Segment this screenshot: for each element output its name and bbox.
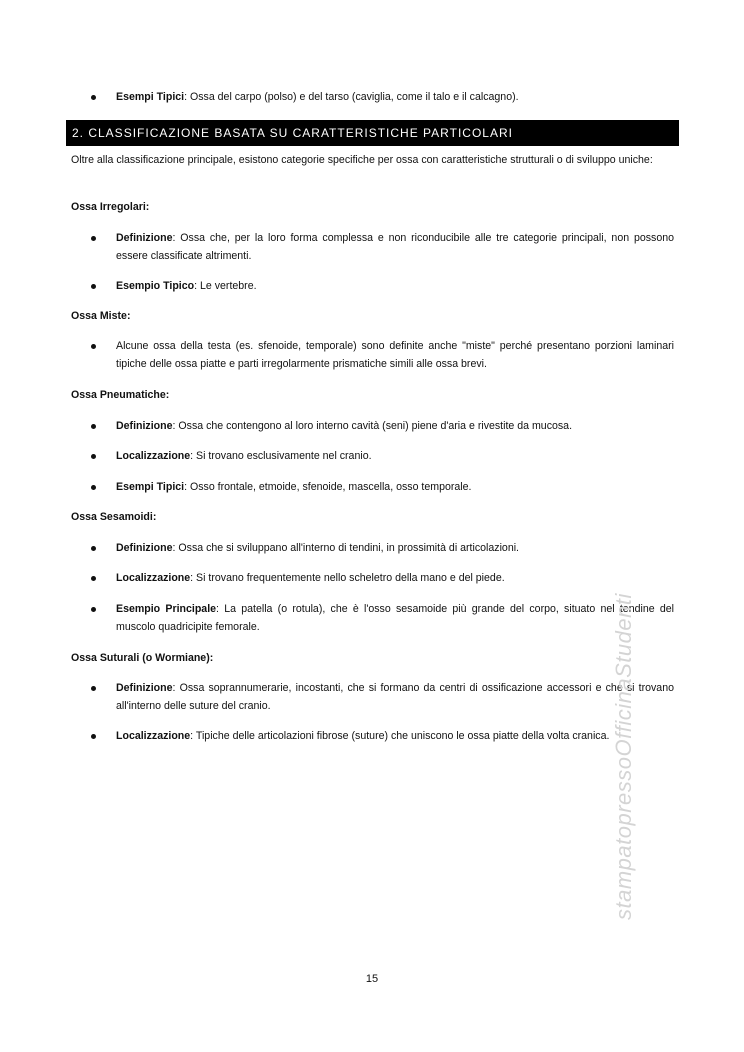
item-text: : La patella (o rotula), che è l'osso sesamoide più grande del corpo, situato nel tendine del muscolo quadricipite femorale. <box>116 603 674 633</box>
section-heading <box>66 120 679 146</box>
subheading-pneumatiche: Ossa Pneumatiche: <box>71 389 170 401</box>
bullet-icon <box>91 284 96 289</box>
list-item <box>92 88 674 106</box>
bullet-icon <box>91 607 96 612</box>
item-text: : Tipiche delle articolazioni fibrose (suture) che uniscono le ossa piatte della volta cranica. <box>190 730 610 742</box>
term: Localizzazione <box>116 572 191 584</box>
term: Definizione <box>116 232 173 244</box>
term: Definizione <box>116 682 173 694</box>
term: Esempio Principale <box>116 603 217 615</box>
list-item <box>92 600 674 636</box>
term: Esempio Tipico <box>116 280 195 292</box>
bullet-icon <box>91 734 96 739</box>
item-text: : Ossa che, per la loro forma complessa e non riconducibile alle tre categorie principali, non possono essere classificate altrimenti. <box>116 232 674 262</box>
bullet-icon <box>91 236 96 241</box>
bullet-icon <box>91 576 96 581</box>
list-item <box>92 229 674 265</box>
bullet-icon <box>91 344 96 349</box>
list-item <box>92 417 674 435</box>
subheading-irregolari: Ossa Irregolari: <box>71 201 150 213</box>
subheading-suturali: Ossa Suturali (o Wormiane): <box>71 652 214 664</box>
item-text: : Ossa che contengono al loro interno cavità (seni) piene d'aria e rivestite da mucosa. <box>172 420 573 432</box>
list-item <box>92 478 674 496</box>
item-text: : Le vertebre. <box>194 280 257 292</box>
item-text: Alcune ossa della testa (es. sfenoide, temporale) sono definite anche "miste" perché presentano porzioni laminari tipiche delle ossa piatte e parti irregolarmente prismatiche simili alle ossa brevi. <box>116 340 674 370</box>
watermark: stampatopressoOfficinaStudenti <box>611 593 636 920</box>
subheading-sesamoidi: Ossa Sesamoidi: <box>71 511 157 523</box>
bullet-icon <box>91 95 96 100</box>
list-item <box>92 727 674 745</box>
term: Localizzazione <box>116 450 191 462</box>
term: Esempi Tipici <box>116 481 185 493</box>
term: Definizione <box>116 542 173 554</box>
item-text: : Ossa soprannumerarie, incostanti, che si formano da centri di ossificazione accessori e che si trovano all'interno delle suture del cranio. <box>116 682 674 712</box>
bullet-icon <box>91 424 96 429</box>
item-text: : Si trovano esclusivamente nel cranio. <box>190 450 372 462</box>
bullet-icon <box>91 686 96 691</box>
list-item <box>92 447 674 465</box>
item-text: : Si trovano frequentemente nello scheletro della mano e del piede. <box>190 572 505 584</box>
bullet-icon <box>91 485 96 490</box>
item-text: : Osso frontale, etmoide, sfenoide, mascella, osso temporale. <box>184 481 472 493</box>
bullet-icon <box>91 546 96 551</box>
term: Esempi Tipici <box>116 91 185 103</box>
item-text: : Ossa del carpo (polso) e del tarso (caviglia, come il talo e il calcagno). <box>184 91 519 103</box>
page-number: 15 <box>365 973 379 985</box>
list-item <box>92 277 674 295</box>
section-heading-text: 2. CLASSIFICAZIONE BASATA SU CARATTERISTICHE PARTICOLARI <box>72 126 513 140</box>
bullet-icon <box>91 454 96 459</box>
list-item <box>92 539 674 557</box>
list-item <box>92 337 674 373</box>
term: Definizione <box>116 420 173 432</box>
item-text: : Ossa che si sviluppano all'interno di tendini, in prossimità di articolazioni. <box>172 542 520 554</box>
term: Localizzazione <box>116 730 191 742</box>
section-intro: Oltre alla classificazione principale, esistono categorie specifiche per ossa con caratteristiche strutturali o di sviluppo uniche: <box>71 154 653 166</box>
subheading-miste: Ossa Miste: <box>71 310 131 322</box>
list-item <box>92 569 674 587</box>
list-item <box>92 679 674 715</box>
